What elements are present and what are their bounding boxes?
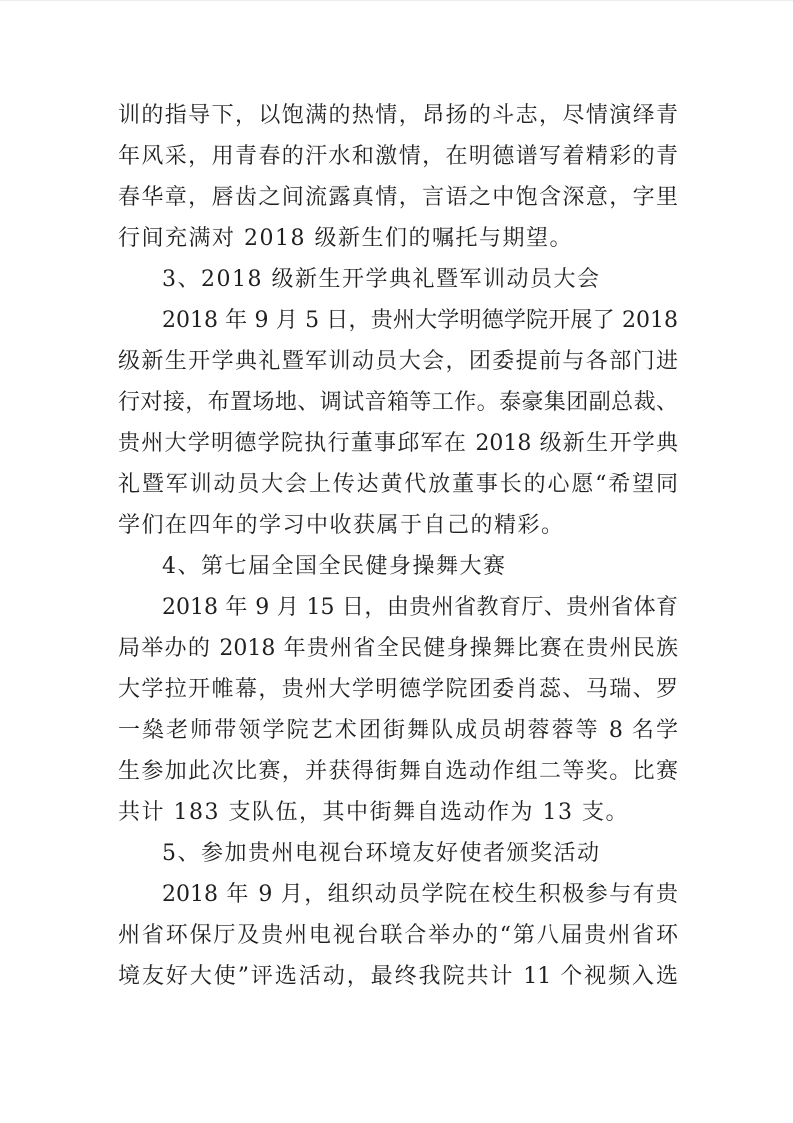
text-line: 年风采，用青春的汗水和激情，在明德谱写着精彩的青 [118,144,678,169]
text-line: 级新生开学典礼暨军训动员大会，团委提前与各部门进 [118,349,678,374]
text-line: 境友好大使”评选活动，最终我院共计 11 个视频入选 [118,964,678,989]
text-line: 2018 年 9 月 5 日，贵州大学明德学院开展了 2018 [162,308,678,333]
section-heading: 4、第七届全国全民健身操舞大赛 [162,554,507,579]
text-line: 州省环保厅及贵州电视台联合举办的“第八届贵州省环 [118,923,678,948]
text-line: 礼暨军训动员大会上传达黄代放董事长的心愿“希望同 [118,472,678,497]
section-heading: 3、2018 级新生开学典礼暨军训动员大会 [162,267,601,292]
text-line: 训的指导下，以饱满的热情，昂扬的斗志，尽情演绎青 [118,103,678,128]
text-line: 行对接，布置场地、调试音箱等工作。泰豪集团副总裁、 [118,390,678,415]
text-line: 贵州大学明德学院执行董事邱军在 2018 级新生开学典 [118,431,678,456]
text-line: 局举办的 2018 年贵州省全民健身操舞比赛在贵州民族 [118,636,678,661]
text-line: 一燊老师带领学院艺术团街舞队成员胡蓉蓉等 8 名学 [118,718,678,743]
section-heading: 5、参加贵州电视台环境友好使者颁奖活动 [162,841,601,866]
text-line: 行间充满对 2018 级新生们的嘱托与期望。 [118,226,573,251]
text-line: 春华章，唇齿之间流露真情，言语之中饱含深意，字里 [118,185,678,210]
text-line: 学们在四年的学习中收获属于自己的精彩。 [118,513,565,538]
text-line: 2018 年 9 月 15 日，由贵州省教育厅、贵州省体育 [162,595,678,620]
text-line: 生参加此次比赛，并获得街舞自选动作组二等奖。比赛 [118,759,678,784]
text-line: 2018 年 9 月，组织动员学院在校生积极参与有贵 [162,882,678,907]
document-text-block [118,95,678,997]
text-line: 共计 183 支队伍，其中街舞自选动作为 13 支。 [118,800,629,825]
text-line: 大学拉开帷幕，贵州大学明德学院团委肖蕊、马瑞、罗 [118,677,678,702]
